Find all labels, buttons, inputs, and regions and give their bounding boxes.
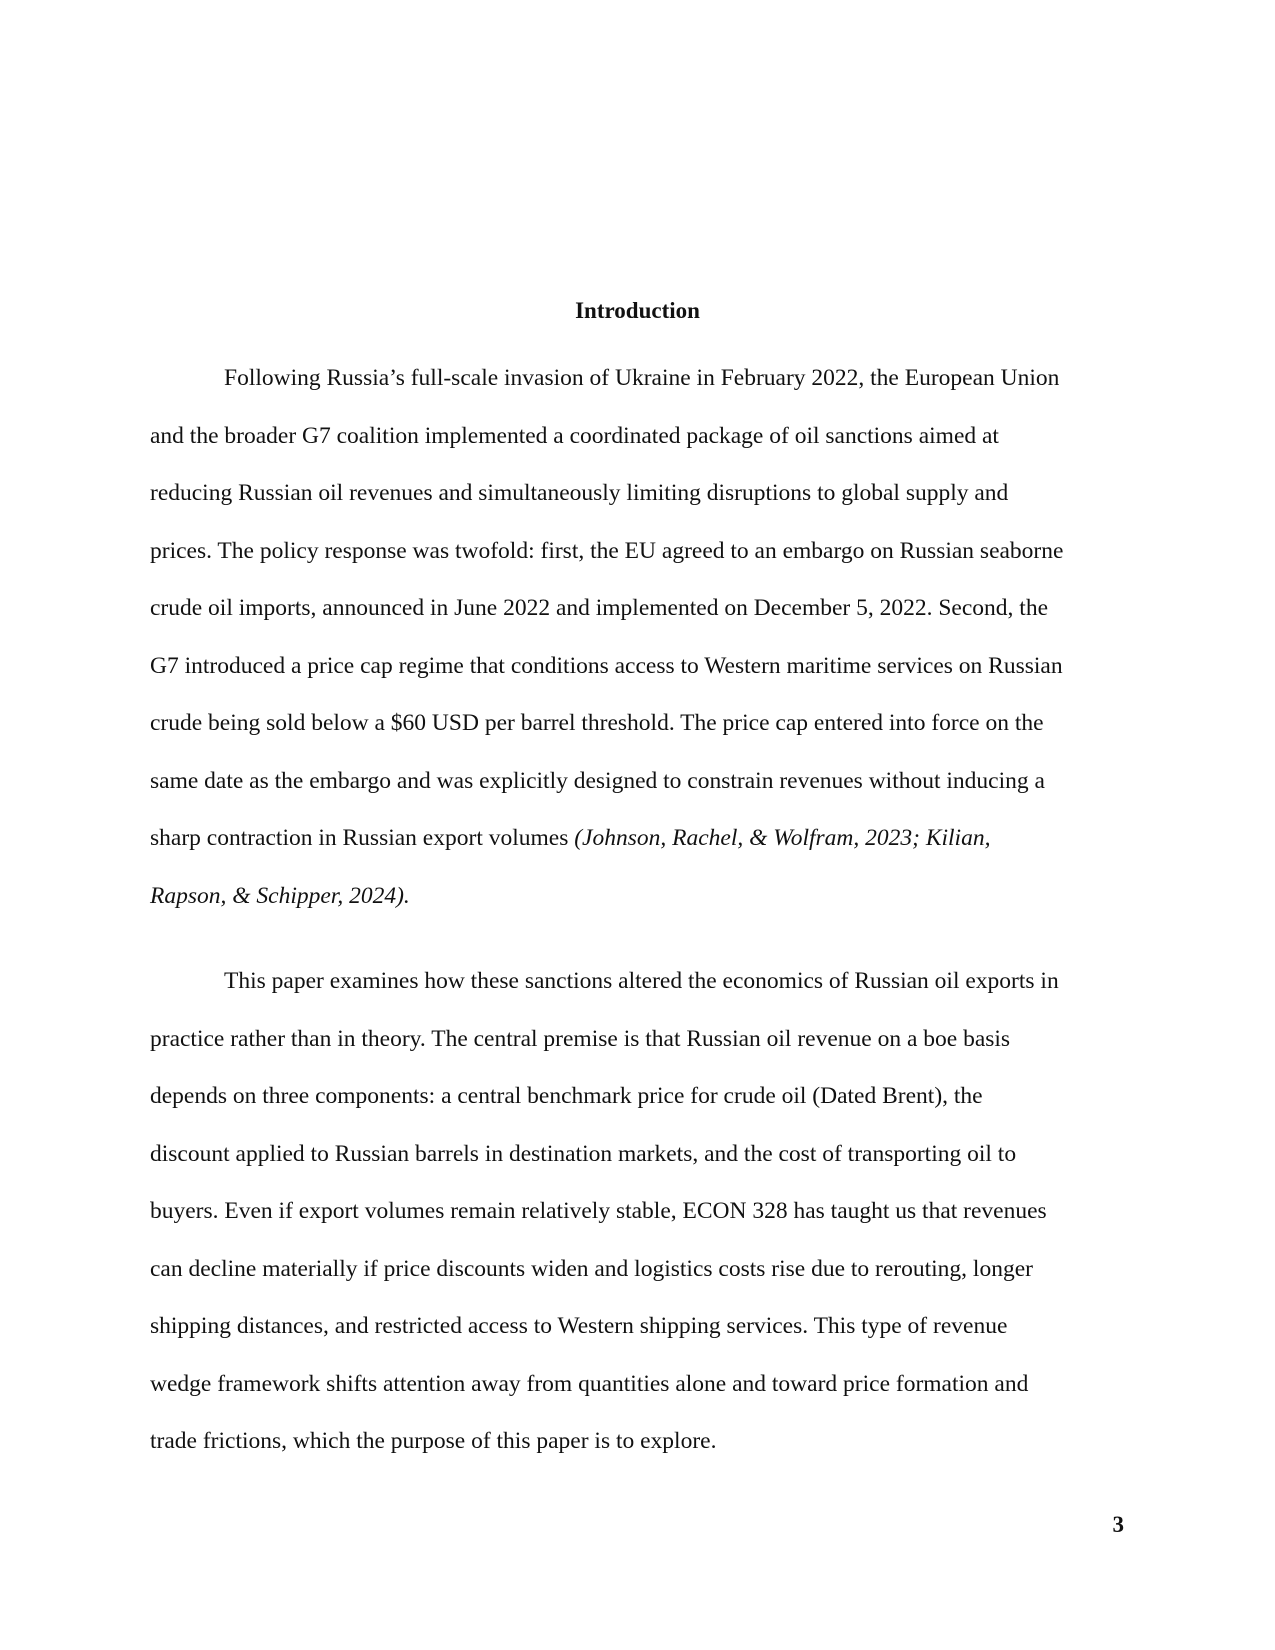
page-number: 3: [1112, 1512, 1124, 1537]
paragraph-line: crude oil imports, announced in June 2022 and implemented on December 5, 2022. Second, the: [150, 595, 1049, 621]
citation: (Johnson, Rachel, & Wolfram, 2023; Kilian,: [574, 825, 991, 851]
paragraph-line: reducing Russian oil revenues and simultaneously limiting disruptions to global supply and: [150, 480, 1009, 506]
paragraph-text: sharp contraction in Russian export volumes: [150, 825, 575, 851]
paragraph-1: [150, 350, 1130, 925]
paragraph-line: This paper examines how these sanctions altered the economics of Russian oil exports in: [224, 968, 1059, 994]
paragraph-line: wedge framework shifts attention away from quantities alone and toward price formation and: [150, 1370, 1029, 1397]
paragraph-line: trade frictions, which the purpose of this paper is to explore.: [150, 1428, 717, 1454]
paragraph-line: practice rather than in theory. The central premise is that Russian oil revenue on a boe basis: [150, 1025, 1011, 1052]
paragraph-line: depends on three components: a central benchmark price for crude oil (Dated Brent), the: [150, 1083, 983, 1109]
paragraph-line: buyers. Even if export volumes remain relatively stable, ECON 328 has taught us that revenues: [150, 1198, 1047, 1224]
paragraph-2: [150, 953, 1130, 1471]
paragraph-line: crude being sold below a $60 USD per barrel threshold. The price cap entered into force on the: [150, 710, 1044, 736]
paragraph-line: shipping distances, and restricted access to Western shipping services. This type of revenue: [150, 1313, 1008, 1339]
paragraph-line: Following Russia’s full-scale invasion of Ukraine in February 2022, the European Union: [224, 365, 1060, 391]
paragraph-line: same date as the embargo and was explicitly designed to constrain revenues without inducing a: [150, 767, 1045, 794]
paragraph-line: G7 introduced a price cap regime that conditions access to Western maritime services on Russian: [150, 652, 1063, 679]
paragraph-line: can decline materially if price discounts widen and logistics costs rise due to rerouting, longer: [150, 1255, 1033, 1282]
paragraph-line: and the broader G7 coalition implemented a coordinated package of oil sanctions aimed at: [150, 422, 999, 449]
paragraph-line: prices. The policy response was twofold: first, the EU agreed to an embargo on Russian seaborne: [150, 537, 1064, 564]
paragraph-line: [150, 810, 1130, 868]
paragraph-line: discount applied to Russian barrels in destination markets, and the cost of transporting oil to: [150, 1140, 1017, 1167]
section-heading: Introduction: [575, 298, 700, 323]
citation: Rapson, & Schipper, 2024).: [150, 882, 410, 909]
